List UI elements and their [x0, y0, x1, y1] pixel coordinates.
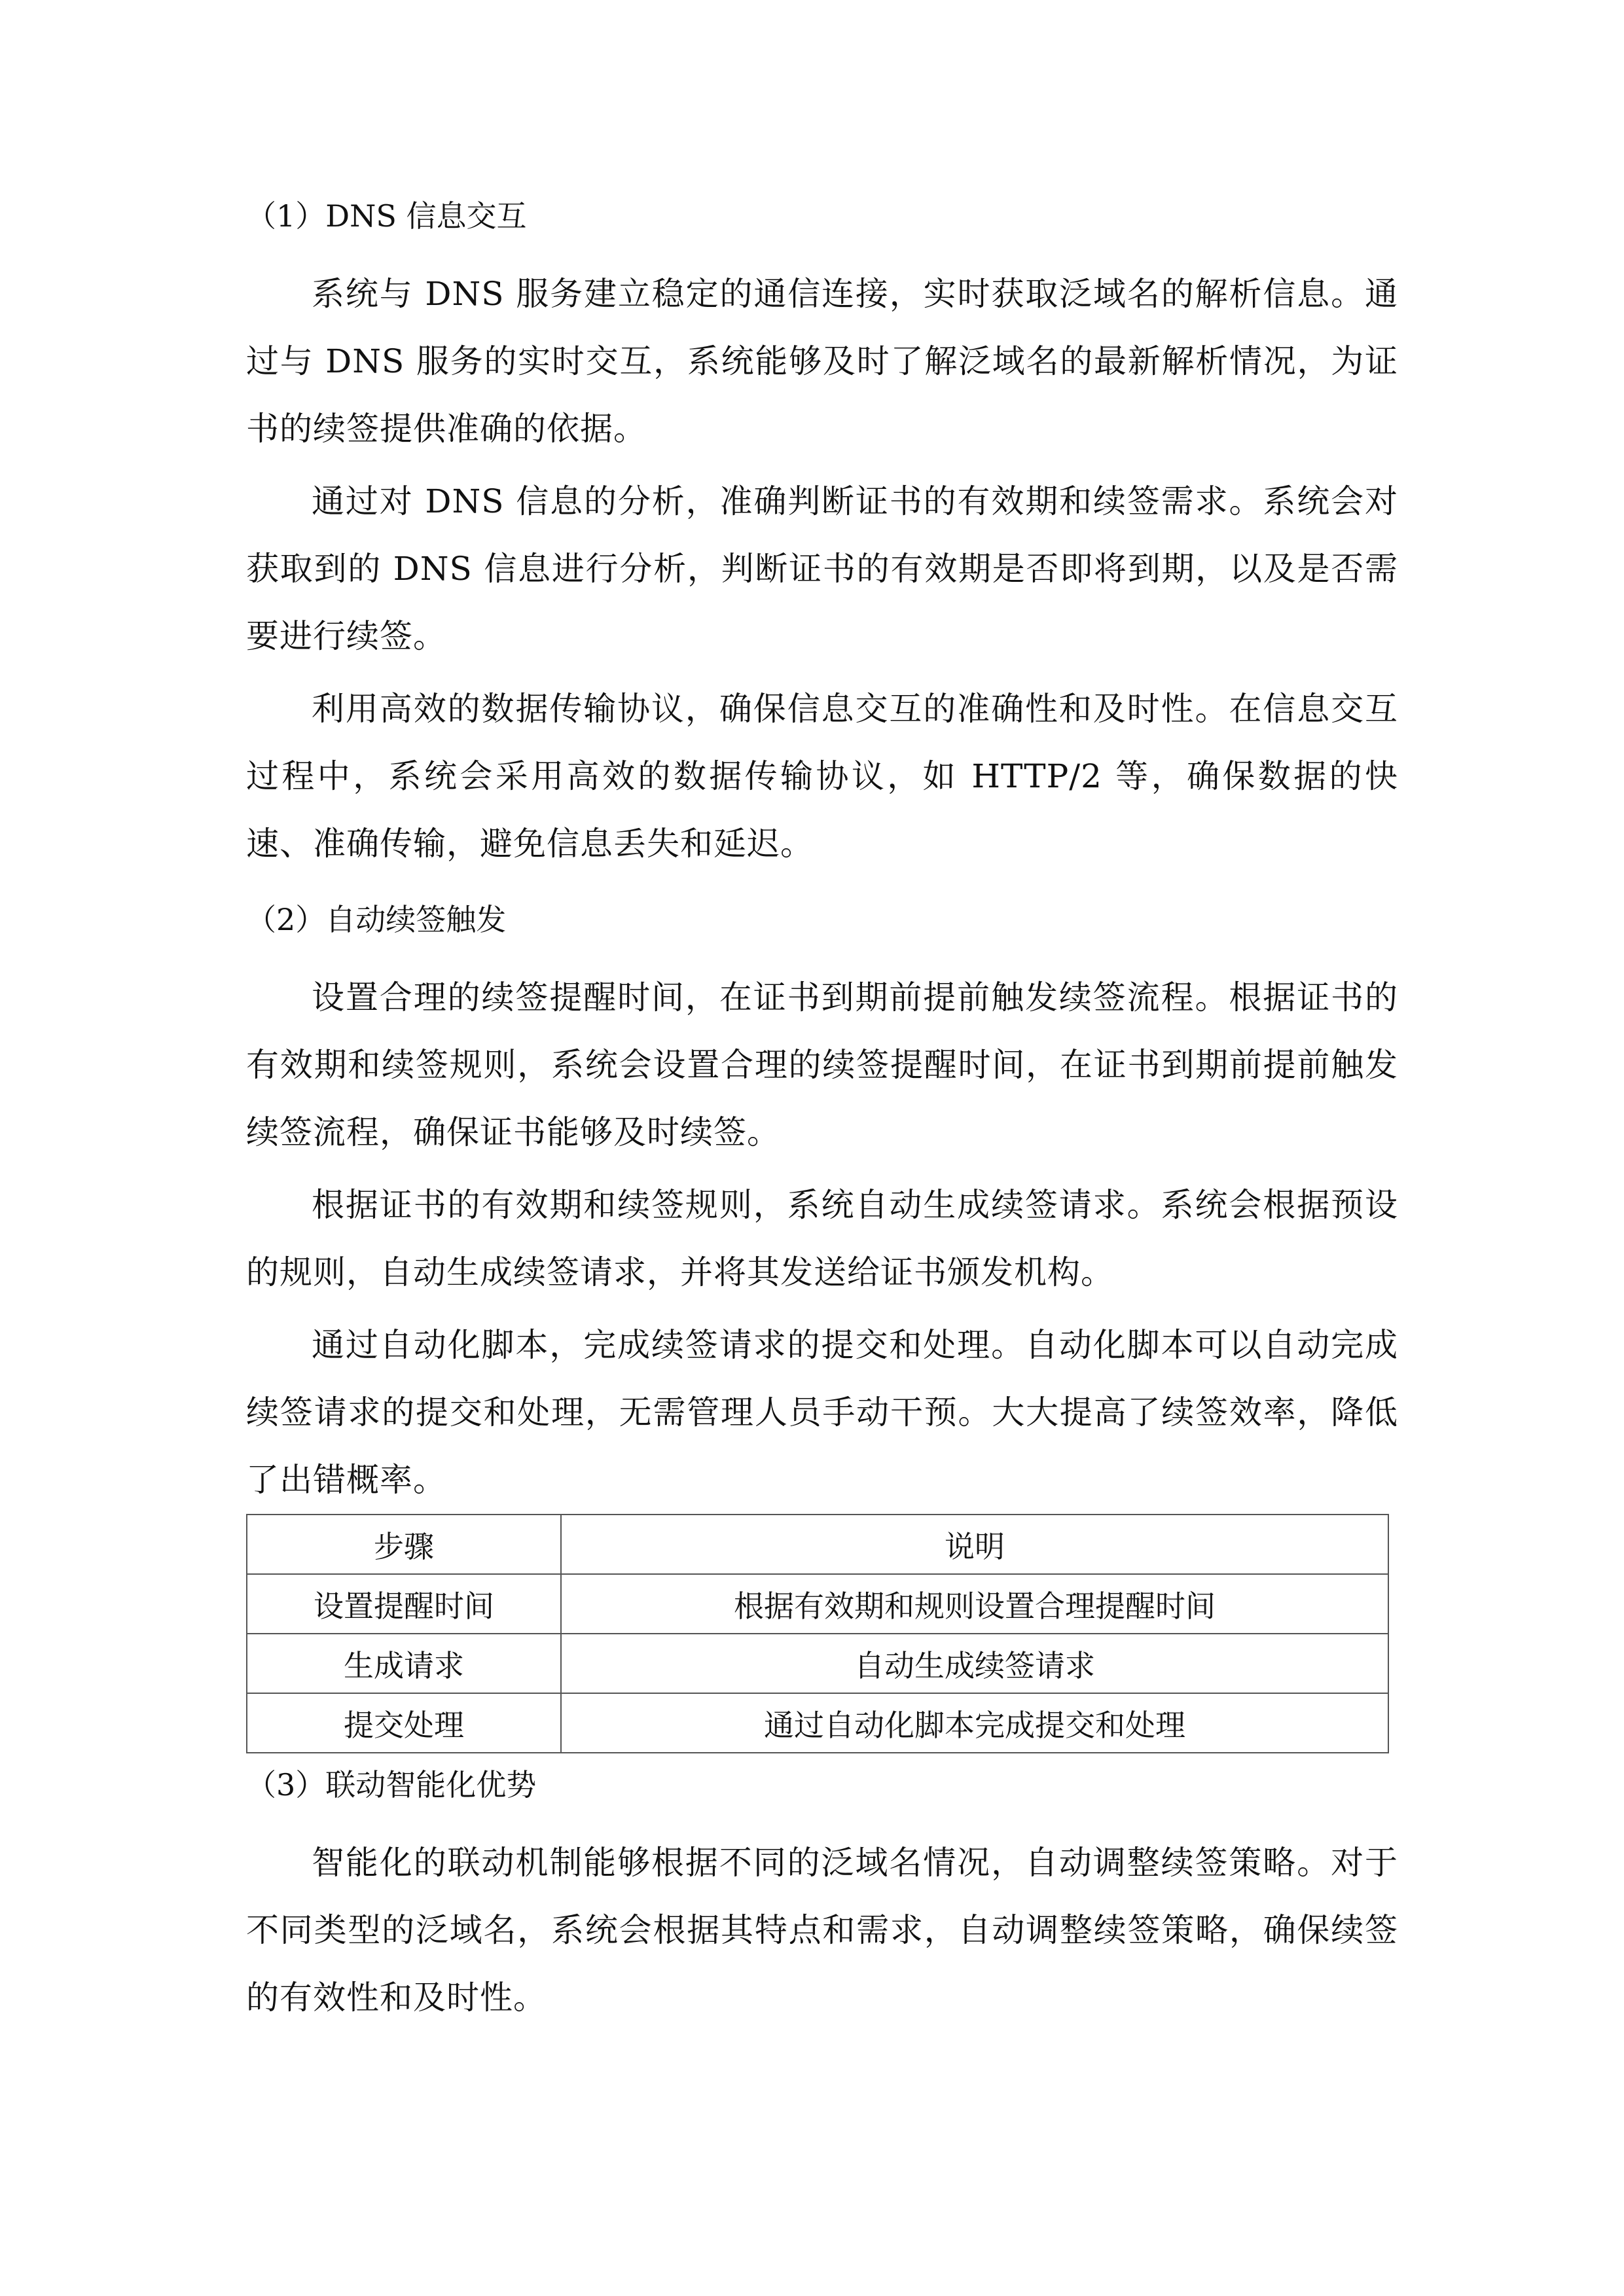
table-cell: 生成请求 — [247, 1634, 561, 1693]
table-header-cell: 说明 — [561, 1515, 1388, 1574]
section-dns — [246, 196, 1398, 878]
table-row — [247, 1574, 1388, 1634]
table-cell: 自动生成续签请求 — [561, 1634, 1388, 1693]
paragraph: 利用高效的数据传输协议，确保信息交互的准确性和及时性。在信息交互过程中，系统会采用高效的数据传输协议，如 HTTP/2 等，确保数据的快速、准确传输，避免信息丢失和延迟。 — [246, 690, 1398, 863]
paragraph: 通过自动化脚本，完成续签请求的提交和处理。自动化脚本可以自动完成续签请求的提交和处理，无需管理人员手动干预。大大提高了续签效率，降低了出错概率。 — [246, 1326, 1398, 1499]
section-auto-renew — [246, 900, 1398, 1514]
section-intelligent — [246, 1765, 1398, 2032]
table-row — [247, 1693, 1388, 1753]
section-heading: （1）DNS 信息交互 — [246, 198, 527, 234]
steps-table — [246, 1514, 1389, 1753]
table-cell: 提交处理 — [247, 1693, 561, 1753]
table-cell: 设置提醒时间 — [247, 1574, 561, 1634]
section-heading: （2）自动续签触发 — [246, 902, 507, 937]
table-cell: 根据有效期和规则设置合理提醒时间 — [561, 1574, 1388, 1634]
paragraph: 根据证书的有效期和续签规则，系统自动生成续签请求。系统会根据预设的规则，自动生成续签请求，并将其发送给证书颁发机构。 — [246, 1186, 1398, 1291]
paragraph: 设置合理的续签提醒时间，在证书到期前提前触发续签流程。根据证书的有效期和续签规则，系统会设置合理的续签提醒时间，在证书到期前提前触发续签流程，确保证书能够及时续签。 — [246, 978, 1398, 1151]
table-header-row — [247, 1515, 1388, 1574]
paragraph: 智能化的联动机制能够根据不同的泛域名情况，自动调整续签策略。对于不同类型的泛域名，系统会根据其特点和需求，自动调整续签策略，确保续签的有效性和及时性。 — [246, 1844, 1398, 2017]
table-row — [247, 1634, 1388, 1693]
table-cell: 通过自动化脚本完成提交和处理 — [561, 1693, 1388, 1753]
section-heading: （3）联动智能化优势 — [246, 1767, 537, 1803]
paragraph: 通过对 DNS 信息的分析，准确判断证书的有效期和续签需求。系统会对获取到的 DNS 信息进行分析，判断证书的有效期是否即将到期，以及是否需要进行续签。 — [246, 482, 1398, 655]
paragraph: 系统与 DNS 服务建立稳定的通信连接，实时获取泛域名的解析信息。通过与 DNS 服务的实时交互，系统能够及时了解泛域名的最新解析情况，为证书的续签提供准确的依据。 — [246, 275, 1398, 448]
document-page — [246, 196, 1398, 2032]
table-header-cell: 步骤 — [247, 1515, 561, 1574]
